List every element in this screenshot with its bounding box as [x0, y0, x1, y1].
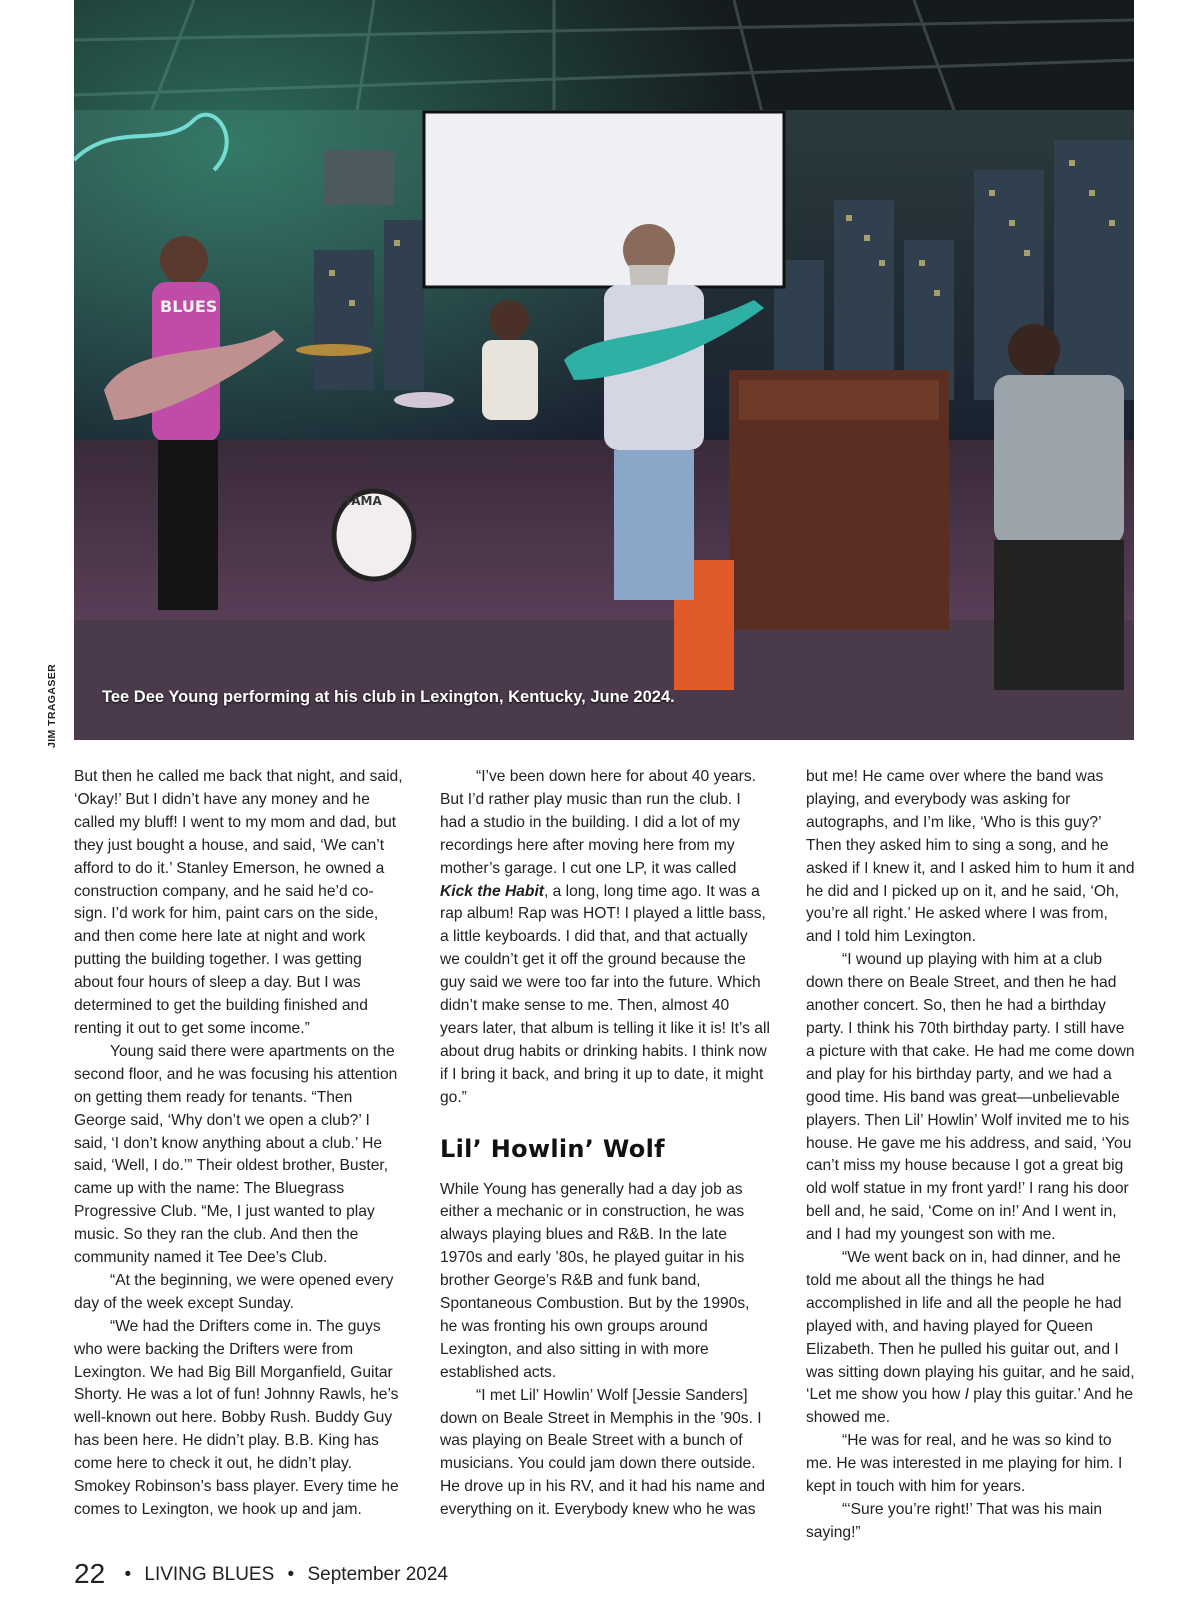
paragraph: While Young has generally had a day job as either a mechanic or in construction, he was always playing blues and R&B. In the late 1970s and early ’80s, he played guitar in his brother George’s R&B and funk band, Spontaneous Combustion. But by the 1990s, he was fronting his own groups around Lexington, and also sitting in with more established acts. [440, 1180, 750, 1381]
emphasis: I [964, 1386, 969, 1404]
photo-credit: JIM TRAGASER [46, 663, 58, 748]
performance-photo [74, 0, 1134, 740]
paragraph: But then he called me back that night, and said, ‘Okay!’ But I didn’t have any money and he called my bluff! I went to my mom and dad, but they just bought a house, and said, ‘We can’t afford to do it.’ Stanley Emerson, he owned a construction company, and he said he’d co-sign. I’d work for him, paint cars on the side, and then come here late at night and work putting the building together. I was getting about four hours of sleep a day. But I was determined to get the building finished and renting it out to get some income.” [74, 768, 403, 1037]
paragraph-text: “We went back on in, had dinner, and he told me about all the things he had accomplished in life and all the people he had played with, and having played for Queen Elizabeth. Then he pulled his guitar out, and I was sitting down playing his guitar, and he said, ‘Let me show you how [806, 1249, 1135, 1404]
paragraph: “We had the Drifters come in. The guys who were backing the Drifters were from Lexington. We had Big Bill Morganfield, Guitar Shorty. He was a lot of fun! Johnny Rawls, he’s well-known out here. Bobby Rush. Buddy Guy has been here. He didn’t play. B.B. King has come here to check it out, he didn’t play. Smokey Robinson’s bass player. Every time he comes to Lexington, we hook up and jam. [74, 1317, 399, 1518]
page-number: 22 [74, 1558, 106, 1589]
article-column-1 [74, 766, 404, 1522]
page-footer [74, 1558, 448, 1590]
drum-logo: TAMA [344, 494, 382, 508]
bullet-separator: • [287, 1564, 295, 1585]
paragraph-text: play this guitar.’ And he showed me. [806, 1386, 1134, 1427]
magazine-name: LIVING BLUES [144, 1564, 275, 1585]
keyboardist-figure [994, 324, 1124, 690]
paragraph-text: “I’ve been down here for about 40 years. But I’d rather play music than run the club. I had a studio in the building. I did a lot of my recordings here after moving here from my mother’s garage. I cut one LP, it was called [440, 768, 756, 877]
paragraph: but me! He came over where the band was playing, and everybody was asking for autographs, and I’m like, ‘Who is this guy?’ Then they asked him to sing a song, and he asked if I knew it, and I asked him to hum it and he did and I picked up on it, and he said, ‘Oh, you’re all right.’ He asked where I was from, and I told him Lexington. [806, 768, 1135, 946]
paragraph: “I met Lil’ Howlin’ Wolf [Jessie Sanders] down on Beale Street in Memphis in the ’90s. I was playing on Beale Street with a bunch of musicians. You could jam down there outside. He drove up in his RV, and it had his name and everything on it. Everybody knew who he was [440, 1386, 766, 1519]
paragraph [806, 1247, 1136, 1430]
paragraph: “‘Sure you’re right!’ That was his main saying!” [806, 1501, 1102, 1541]
article-column-3 [806, 766, 1136, 1545]
photo-caption: Tee Dee Young performing at his club in Lexington, Kentucky, June 2024. [102, 688, 675, 706]
bullet-separator: • [124, 1564, 132, 1585]
article-column-2 [440, 766, 770, 1522]
issue-date: September 2024 [307, 1564, 448, 1585]
paragraph: “I wound up playing with him at a club down there on Beale Street, and then he had another concert. So, then he had a birthday party. I think his 70th birthday party. I still have a picture with that cake. He had me come down and play for his birthday party, and we had a good time. His band was great—unbelievable players. Then Lil’ Howlin’ Wolf invited me to his house. He gave me his address, and said, ‘You can’t miss my house because I got a great big old wolf statue in my front yard!’ I rang his door bell and, he said, ‘Come on in!’ And I went in, and I had my youngest son with me. [806, 951, 1135, 1244]
section-subhead: Lil’ Howlin’ Wolf [440, 1134, 665, 1163]
paragraph-text: , a long, long time ago. It was a rap album! Rap was HOT! I played a little bass, a little keyboards. I did that, and that actually we couldn’t get it off the ground because the guy said we were too far into the future. Which didn’t make sense to me. Then, almost 40 years later, that album is telling it like it is! It’s all about drug habits or drinking habits. I think now if I bring it back, and bring it up to date, it might go.” [440, 882, 770, 1106]
paragraph [440, 766, 770, 1110]
stage-illustration [74, 0, 1134, 740]
paragraph: “At the beginning, we were opened every day of the week except Sunday. [74, 1271, 394, 1312]
album-title: Kick the Habit [440, 882, 544, 900]
paragraph: “He was for real, and he was so kind to me. He was interested in me playing for him. I kept in touch with him for years. [806, 1432, 1123, 1496]
paragraph: Young said there were apartments on the second floor, and he was focusing his attention on getting them ready for tenants. “Then George said, ‘Why don’t we open a club?’ I said, ‘I don’t know anything about a club.’ He said, ‘Well, I do.’” Their oldest brother, Buster, came up with the name: The Bluegrass Progressive Club. “Me, I just wanted to play music. So they ran the club. And then the community named it Tee Dee’s Club. [74, 1042, 398, 1267]
shirt-lettering: BLUES [160, 297, 218, 316]
